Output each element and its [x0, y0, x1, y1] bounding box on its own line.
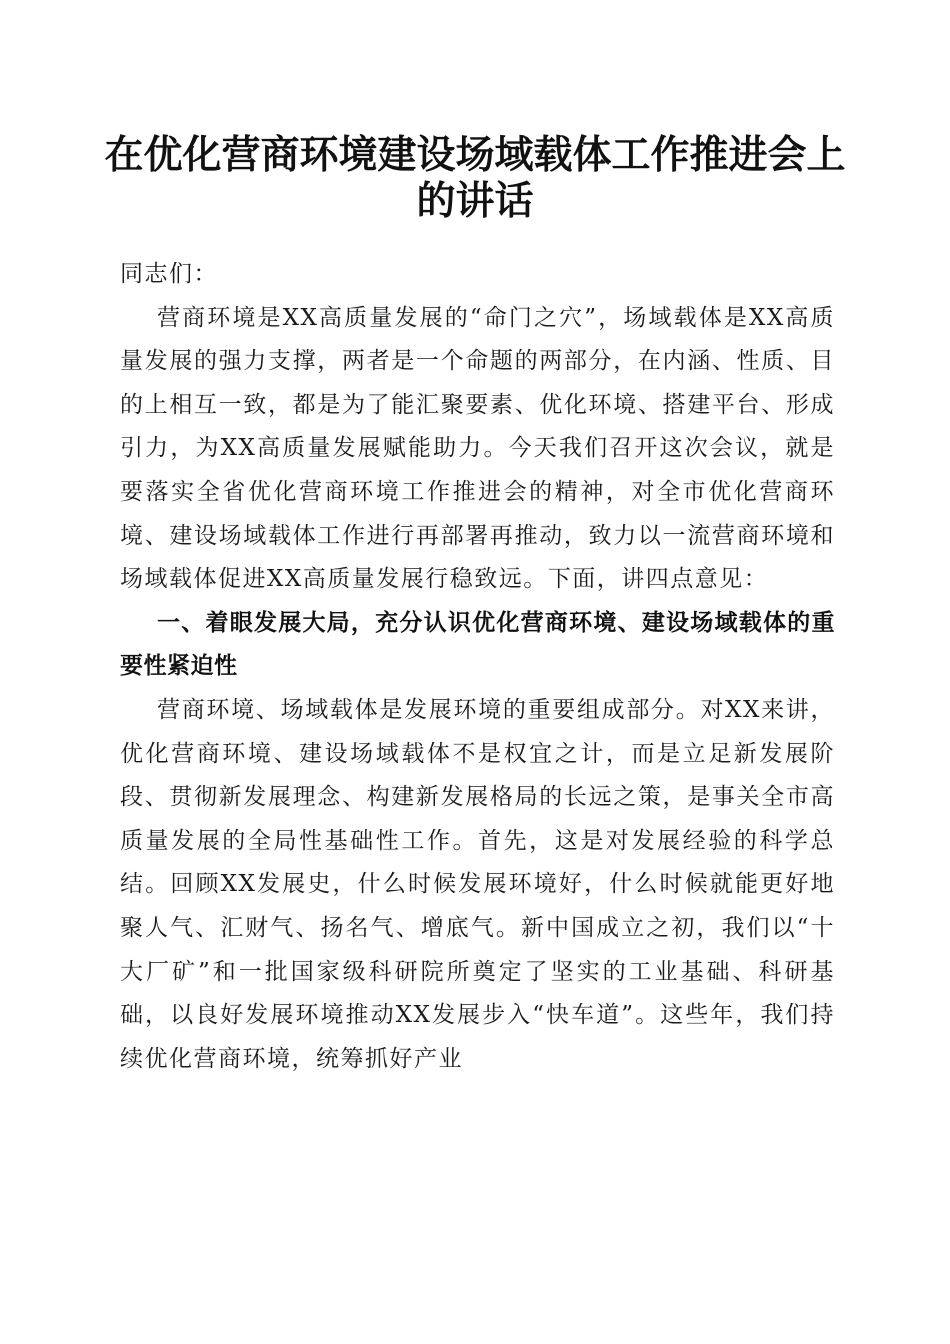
- section-paragraph: 营商环境、场域载体是发展环境的重要组成部分。对XX来讲，优化营商环境、建设场域载体不是权宜之计，而是立足新发展阶段、贯彻新发展理念、构建新发展格局的长远之策，是事关全市高质量发展的全局性基础性工作。首先，这是对发展经验的科学总结。回顾XX发展史，什么时候发展环境好，什么时候就能更好地聚人气、汇财气、扬名气、增底气。新中国成立之初，我们以“十大厂矿”和一批国家级科研院所奠定了坚实的工业基础、科研基础，以良好发展环境推动XX发展步入“快车道”。这些年，我们持续优化营商环境，统筹抓好产业: [120, 696, 835, 1072]
- salutation: 同志们：: [120, 261, 218, 287]
- intro-paragraph: 营商环境是XX高质量发展的“命门之穴”，场域载体是XX高质量发展的强力支撑，两者是一个命题的两部分，在内涵、性质、目的上相互一致，都是为了能汇聚要素、优化环境、搭建平台、形成引力，为XX高质量发展赋能助力。今天我们召开这次会议，就是要落实全省优化营商环境工作推进会的精神，对全市优化营商环境、建设场域载体工作进行再部署再推动，致力以一流营商环境和场域载体促进XX高质量发展行稳致远。下面，讲四点意见：: [120, 304, 835, 593]
- document-body: [120, 253, 835, 1081]
- document-title: 在优化营商环境建设场域载体工作推进会上的讲话: [104, 132, 846, 224]
- section-heading: 一、着眼发展大局，充分认识优化营商环境、建设场域载体的重要性紧迫性: [120, 609, 835, 680]
